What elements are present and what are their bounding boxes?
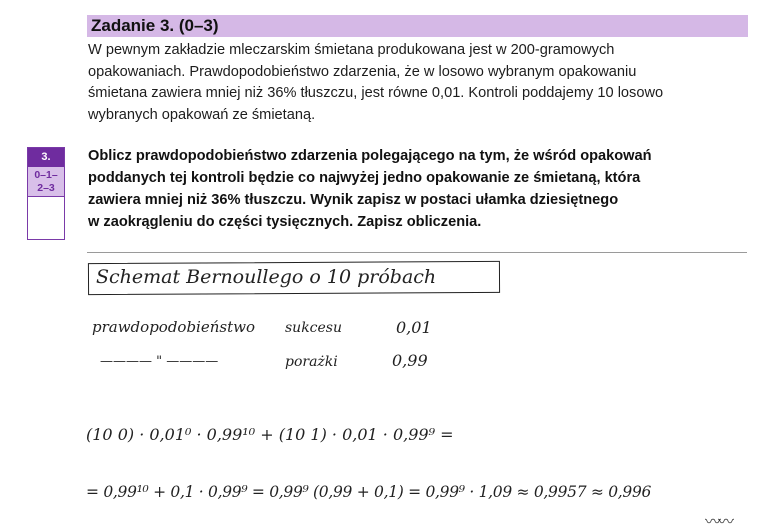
score-entry-field[interactable] <box>28 197 64 237</box>
question-line: w zaokrągleniu do części tysięcznych. Zapisz obliczenia. <box>88 214 482 230</box>
intro-line: W pewnym zakładzie mleczarskim śmietana produkowana jest w 200-gramowych <box>88 42 615 58</box>
score-range-line: 0–1– <box>34 169 58 181</box>
handwritten-formula-2: = 0,99¹⁰ + 0,1 · 0,99⁹ = 0,99⁹ (0,99 + 0,1) = 0,99⁹ · 1,09 ≈ 0,9957 ≈ 0,996 <box>86 483 652 501</box>
answer-area-divider <box>87 252 747 253</box>
question-line: zawiera mniej niż 36% tłuszczu. Wynik zapisz w postaci ułamka dziesiętnego <box>88 192 619 208</box>
task-intro <box>88 40 748 126</box>
question-line: poddanych tej kontroli będzie co najwyżej jedno opakowanie ze śmietaną, która <box>88 170 641 186</box>
handwritten-failure-value: 0,99 <box>392 351 428 370</box>
score-range <box>28 167 64 197</box>
handwritten-success-value: 0,01 <box>396 318 432 337</box>
handwritten-failure-label: porażki <box>285 354 338 370</box>
handwritten-title: Schemat Bernoullego o 10 próbach <box>96 266 437 288</box>
handwritten-probability-label: prawdopodobieństwo <box>92 318 255 336</box>
intro-line: wybranych opakowań ze śmietaną. <box>88 106 316 123</box>
answer-underline-squiggle: 〰〰 <box>705 514 732 531</box>
intro-line: śmietana zawiera mniej niż 36% tłuszczu, jest równe 0,01. Kontroli poddajemy 10 losowo <box>88 85 664 102</box>
task-question <box>88 145 748 233</box>
score-range-line: 2–3 <box>37 182 55 194</box>
score-box <box>27 147 65 240</box>
handwritten-ditto: ———— " ———— <box>100 354 219 369</box>
handwritten-success-label: sukcesu <box>285 320 343 336</box>
question-line: Oblicz prawdopodobieństwo zdarzenia polegającego na tym, że wśród opakowań <box>88 148 652 164</box>
task-title: Zadanie 3. (0–3) <box>91 16 219 35</box>
handwritten-formula-1: (10 0) · 0,01⁰ · 0,99¹⁰ + (10 1) · 0,01 · 0,99⁹ = <box>86 425 454 444</box>
intro-line: opakowaniach. Prawdopodobieństwo zdarzenia, że w losowo wybranym opakowaniu <box>88 63 637 80</box>
task-header <box>87 15 748 37</box>
score-task-number: 3. <box>28 148 64 167</box>
